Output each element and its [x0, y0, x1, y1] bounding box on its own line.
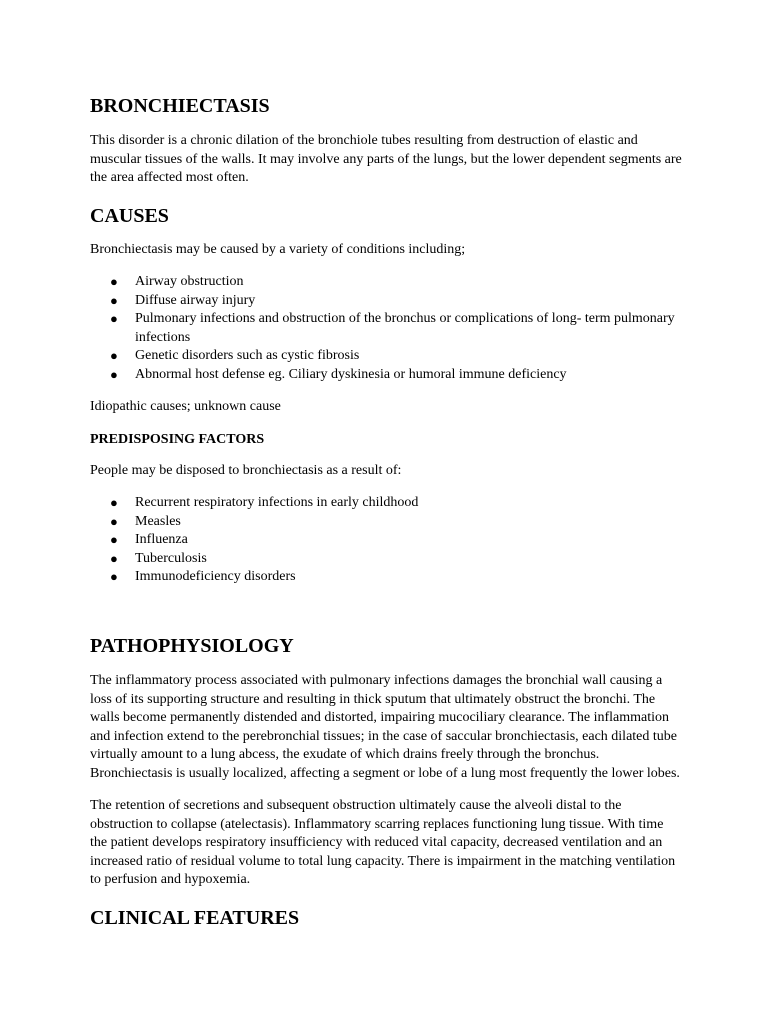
heading-clinical-features: CLINICAL FEATURES	[90, 907, 300, 929]
bullet-icon: ●	[110, 348, 118, 364]
list-item: ● Genetic disorders such as cystic fibrosis	[90, 347, 682, 366]
bullet-icon: ●	[110, 292, 118, 308]
pathophysiology-paragraph-2: The retention of secretions and subsequent obstruction ultimately cause the alveoli distal to the obstruction to collapse (atelectasis). Inflammatory scarring replaces functioning lung tissue. With time the patient develops respiratory insufficiency with reduced vital capacity, decreased ventilation and an increased ratio of residual volume to total lung capacity. There is impairment in the matching ventilation to perfusion and hypoxemia.	[90, 798, 676, 888]
causes-intro-paragraph: Bronchiectasis may be caused by a variety of conditions including;	[90, 242, 466, 257]
title-bronchiectasis: BRONCHIECTASIS	[90, 95, 270, 117]
causes-list	[90, 273, 682, 385]
list-item: ● Measles	[90, 513, 682, 532]
predisposing-intro-paragraph: People may be disposed to bronchiectasis as a result of:	[90, 463, 402, 478]
list-item: ● Pulmonary infections and obstruction of the bronchus or complications of long- term pulmonary infections	[110, 311, 675, 345]
intro-paragraph: This disorder is a chronic dilation of the bronchiole tubes resulting from destruction of elastic and muscular tissues of the walls. It may involve any parts of the lungs, but the lower dependent segments are the area affected most often.	[90, 133, 682, 186]
bullet-icon: ●	[110, 366, 118, 382]
list-item: ● Airway obstruction	[90, 273, 682, 292]
heading-pathophysiology: PATHOPHYSIOLOGY	[90, 635, 294, 657]
bullet-icon: ●	[110, 495, 118, 510]
list-item: ● Tuberculosis	[90, 550, 682, 569]
list-item: ● Diffuse airway injury	[90, 292, 682, 311]
list-item: ● Abnormal host defense eg. Ciliary dyskinesia or humoral immune deficiency	[90, 366, 682, 385]
bullet-icon: ●	[110, 532, 118, 548]
bullet-icon: ●	[110, 274, 118, 289]
predisposing-list	[90, 494, 682, 587]
heading-causes: CAUSES	[90, 205, 169, 227]
pathophysiology-paragraph-1: The inflammatory process associated with pulmonary infections damages the bronchial wall causing a loss of its supporting structure and resulting in thick sputum that ultimately obstruct the bronchi. The walls become permanently distended and distorted, impairing mucociliary clearance. The inflammation and infection extend to the perebronchial tissues; in the case of saccular bronchiectasis, each dilated tube virtually amount to a lung abcess, the exudate of which drains freely through the bronchus. Bronchiectasis is usually localized, affecting a segment or lobe of a lung most frequently the lower lobes.	[90, 673, 680, 781]
list-item: ● Immunodeficiency disorders	[90, 568, 682, 587]
bullet-icon: ●	[110, 550, 118, 566]
idiopathic-paragraph: Idiopathic causes; unknown cause	[90, 399, 281, 414]
bullet-icon: ●	[110, 569, 118, 585]
bullet-icon: ●	[110, 513, 118, 529]
heading-predisposing-factors: PREDISPOSING FACTORS	[90, 432, 265, 447]
bullet-icon: ●	[110, 311, 118, 327]
list-item: ● Influenza	[90, 531, 682, 550]
list-item: ● Recurrent respiratory infections in early childhood	[90, 494, 682, 513]
